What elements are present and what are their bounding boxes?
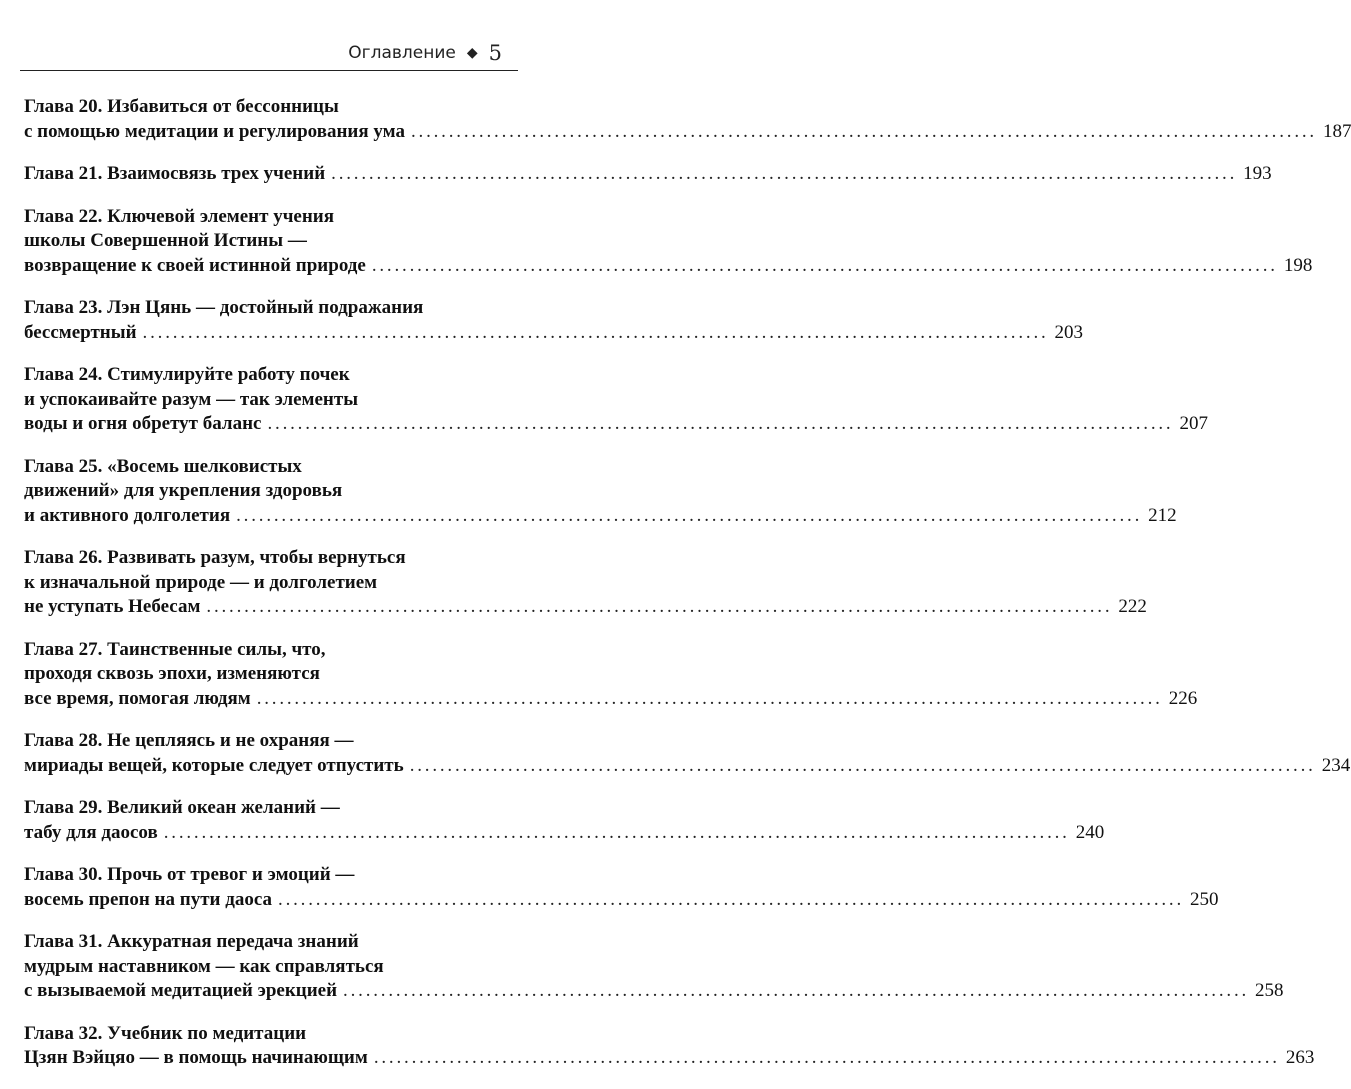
- toc-entry-last-line: [24, 321, 1084, 346]
- toc-entry-page-number: 193: [1243, 163, 1272, 184]
- toc-entry-title-line: с вызываемой медитацией эрекцией: [24, 980, 338, 1001]
- toc-entry-title-line: Глава 30. Прочь от тревог и эмоций —: [24, 864, 355, 885]
- toc-entry: [24, 205, 1313, 279]
- running-head: [348, 38, 502, 68]
- toc-entry-title-line: к изначальной природе — и долголетием: [24, 571, 378, 593]
- toc-entry-title-line: Глава 31. Аккуратная передача знаний: [24, 931, 359, 952]
- toc-entry: [24, 930, 1284, 1004]
- toc-entry-last-line: [24, 162, 1272, 187]
- toc-entry-title-line: Глава 24. Стимулируйте работу почек: [24, 364, 350, 385]
- toc-entry-page-number: 212: [1148, 504, 1177, 526]
- toc-entry-last-line: [24, 595, 1147, 620]
- toc-entry-page-number: 258: [1255, 980, 1284, 1001]
- toc-entry-page-number: 198: [1283, 254, 1313, 276]
- toc-entry-title-line: движений» для укрепления здоровья: [24, 480, 343, 501]
- toc-entry-title-line: школы Совершенной Истины —: [24, 230, 307, 251]
- toc-entry-page-number: 222: [1118, 596, 1147, 617]
- table-of-contents: [24, 95, 1351, 1089]
- toc-entry-title-line: воды и огня обретут баланс: [24, 413, 262, 434]
- dot-leader: ........................................................................................................................: [331, 163, 1238, 184]
- toc-entry-last-line: [24, 888, 1219, 913]
- dot-leader: ........................................................................................................................: [163, 821, 1070, 843]
- toc-entry-page-number: 234: [1321, 754, 1351, 776]
- toc-entry: [24, 796, 1105, 845]
- dot-leader: ........................................................................................................................: [343, 980, 1250, 1001]
- dot-leader: ........................................................................................................................: [409, 754, 1316, 776]
- dot-leader: ........................................................................................................................: [236, 504, 1143, 526]
- diamond-icon: ◆: [466, 45, 478, 61]
- toc-entry-title-line: бессмертный: [24, 321, 137, 343]
- dot-leader: ........................................................................................................................: [142, 321, 1049, 343]
- page-number: 5: [488, 41, 502, 65]
- dot-leader: ........................................................................................................................: [410, 120, 1317, 142]
- toc-entry-page-number: 187: [1322, 120, 1351, 142]
- header-rule: [20, 70, 518, 71]
- toc-entry-title-line: Глава 32. Учебник по медитации: [24, 1022, 307, 1044]
- toc-entry: [24, 729, 1351, 778]
- toc-entry-title-line: Цзян Вэйцяо — в помощь начинающим: [24, 1047, 368, 1068]
- toc-entry-last-line: [24, 979, 1284, 1004]
- toc-entry: [24, 638, 1198, 712]
- toc-entry-last-line: [24, 1046, 1315, 1071]
- toc-entry-last-line: [24, 254, 1313, 279]
- toc-entry-page-number: 240: [1075, 821, 1105, 843]
- dot-leader: ........................................................................................................................: [206, 596, 1113, 617]
- toc-entry-title-line: Глава 25. «Восемь шелковистых: [24, 455, 302, 477]
- toc-entry-last-line: [24, 412, 1208, 437]
- toc-entry-title-line: Глава 29. Великий океан желаний —: [24, 797, 340, 818]
- toc-entry-last-line: [24, 754, 1351, 779]
- toc-entry-page-number: 263: [1285, 1047, 1315, 1068]
- toc-entry-title-line: мириады вещей, которые следует отпустить: [24, 754, 404, 776]
- toc-entry-title-line: все время, помогая людям: [24, 687, 251, 709]
- toc-entry: [24, 1022, 1315, 1071]
- toc-entry: [24, 95, 1351, 144]
- toc-entry-title-line: Глава 27. Таинственные силы, что,: [24, 638, 326, 660]
- toc-entry-title-line: Глава 21. Взаимосвязь трех учений: [24, 163, 326, 184]
- toc-entry-last-line: [24, 504, 1177, 529]
- toc-entry-title-line: и активного долголетия: [24, 504, 231, 526]
- toc-entry: [24, 455, 1177, 529]
- toc-entry-title-line: с помощью медитации и регулирования ума: [24, 120, 405, 142]
- dot-leader: ........................................................................................................................: [373, 1047, 1280, 1068]
- dot-leader: ........................................................................................................................: [267, 413, 1174, 434]
- toc-entry-title-line: мудрым наставником — как справляться: [24, 955, 384, 977]
- toc-entry-page-number: 207: [1179, 413, 1208, 434]
- toc-entry-title-line: возвращение к своей истинной природе: [24, 254, 366, 276]
- toc-entry-title-line: Глава 20. Избавиться от бессонницы: [24, 96, 339, 117]
- toc-entry-title-line: восемь препон на пути даоса: [24, 888, 273, 910]
- toc-entry-title-line: Глава 23. Лэн Цянь — достойный подражания: [24, 297, 424, 318]
- toc-entry: [24, 162, 1272, 187]
- dot-leader: ........................................................................................................................: [256, 687, 1163, 709]
- toc-entry-last-line: [24, 821, 1105, 846]
- toc-entry-title-line: проходя сквозь эпохи, изменяются: [24, 663, 320, 684]
- toc-entry-page-number: 226: [1168, 687, 1198, 709]
- toc-entry-title-line: Глава 28. Не цепляясь и не охраняя —: [24, 730, 354, 751]
- running-head-section: Оглавление: [348, 43, 456, 63]
- dot-leader: ........................................................................................................................: [278, 888, 1185, 910]
- toc-entry: [24, 296, 1084, 345]
- toc-entry: [24, 863, 1219, 912]
- toc-entry: [24, 546, 1147, 620]
- toc-entry-title-line: не уступать Небесам: [24, 596, 201, 617]
- toc-entry-page-number: 250: [1190, 888, 1219, 910]
- dot-leader: ........................................................................................................................: [371, 254, 1278, 276]
- toc-entry-page-number: 203: [1054, 321, 1084, 343]
- toc-entry-last-line: [24, 120, 1351, 145]
- toc-entry-title-line: табу для даосов: [24, 821, 158, 843]
- toc-entry: [24, 363, 1208, 437]
- toc-entry-title-line: и успокаивайте разум — так элементы: [24, 388, 359, 410]
- toc-entry-title-line: Глава 26. Развивать разум, чтобы вернуться: [24, 547, 406, 568]
- toc-entry-last-line: [24, 687, 1198, 712]
- toc-entry-title-line: Глава 22. Ключевой элемент учения: [24, 205, 335, 227]
